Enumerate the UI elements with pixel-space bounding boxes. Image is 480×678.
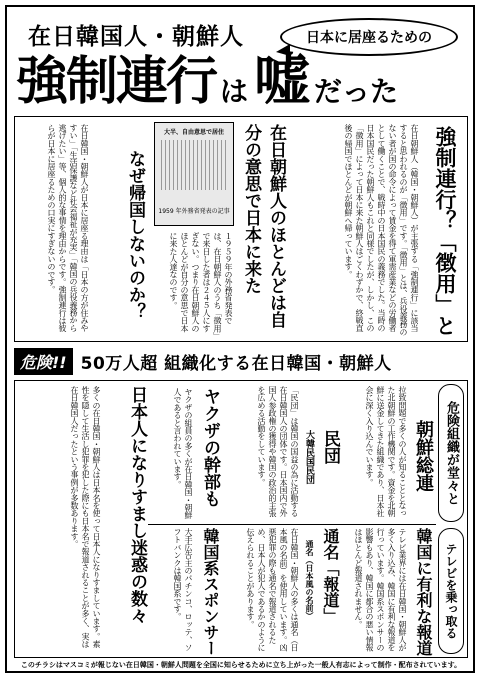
yakuza-heading: ヤクザの幹部も: [200, 388, 220, 507]
danger-label: 危険!!: [14, 348, 73, 375]
mindan-body: 「民団」は韓国の国益の為に活動する在日韓国人の団体です。日本国内で外国人参政権の獲得や韓国の政治的主張を広める活動をしています。: [257, 386, 299, 517]
soren-body: 拉致問題で多くの人が知ることとなった北朝鮮の工作機関です。資金を北朝鮮に送金してきた組織であり、日本社会に深く入り込んでいます。: [365, 386, 407, 517]
why-not-return-heading: なぜ帰国しないのか？: [125, 150, 145, 320]
photo-headline: 大半、自由意思で居住: [163, 129, 224, 136]
tv-heading: 韓国に有利な報道: [414, 528, 433, 656]
impersonate-heading: 日本人になりすまし迷惑の数々: [127, 386, 147, 624]
title-particle: は: [220, 75, 249, 108]
title-forced-labor: 強制連行: [16, 52, 217, 112]
side-label: 危険組織が堂々と: [438, 384, 464, 522]
tv-label: テレビを乗っ取る: [438, 528, 464, 654]
photo-caption: 1959 年外務省発表の記事: [158, 208, 230, 215]
sponsor-heading: 韓国系スポンサー: [201, 528, 220, 656]
newspaper-photo: [154, 122, 234, 226]
forced-labor-body: 在日朝鮮人（韓国・朝鮮人）が主張する「強制連行」に該当すると思われるのが「徴用」です。「徴用」とは、兵役義務のない者が国の命令によって賃金を得て軍需産業などの労働者として働くことで、戦時中の日本国民の義務でした。当時の日本国民だった朝鮮人もこれと同様でしたが、しかし、この「徴用」によって日本に来た朝鮮人はごくわずかで、終戦直後の帰国でほとんどが朝鮮へ帰っています。: [344, 124, 419, 336]
forced-labor-heading: 強制連行？「徴用」と: [433, 126, 457, 336]
yakuza-body: ヤクザの組員の多くが在日韓国・朝鮮人であると言われています。: [173, 388, 193, 519]
photo-text-block: [161, 140, 227, 190]
alias-heading: 通名「報道」: [321, 528, 340, 624]
own-will-body: １９５９年の外務省発表では、在日朝鮮人のうち「徴用」で来日した者は２４５人にすぎない。つまり在日朝鮮人のほとんどが自分の意思で日本に来た人達なのです。: [169, 232, 233, 336]
mindan-subheading: 大韓民国民団: [304, 430, 314, 484]
subject-heading: 在日韓国人・朝鮮人: [28, 24, 244, 50]
danger-banner: [14, 346, 468, 376]
tv-body: テレビ業界には在日韓国・朝鮮人が多く入り込み、韓国に有利な報道を行っています。韓国系スポンサーの影響もあり、韓国に都合の悪い情報はほとんど報道されません。: [354, 528, 407, 652]
banner-text: 50万人超 組織化する在日韓国・朝鮮人: [80, 353, 392, 374]
main-title: [16, 50, 398, 112]
sponsor-body: 大手広告主のパチンコ、ロッテ、ソフトバンクは韓国系です。: [173, 528, 193, 652]
own-will-heading: 在日朝鮮人のほとんどは自分の意思で日本に来た: [241, 124, 286, 328]
why-not-return-body: 在日韓国・朝鮮人が日本に居座る理由は「日本の方が住みやすい」「生活保護など社会福祉が充実」「韓国の兵役義務から逃げたい」等、個人的な事情を理由からです。強制連行は彼らが日本に居座るための口実にすぎないのです。: [47, 124, 89, 332]
alias-body: 在日韓国・朝鮮人の多くは通名（日本風の名前）を使用しています。凶悪犯罪の際も通名で報道されるため、日本人が犯人であるかのように伝えられることがあります。: [246, 528, 299, 652]
soren-heading: 朝鮮総連: [413, 420, 434, 492]
bottom-divider: [148, 524, 436, 525]
title-tail: だった: [314, 75, 399, 108]
impersonate-body: 多くの在日韓国・朝鮮人は日本名を使って日本人になりすましています。素性を隠して生活し犯罪を犯した際にも日本名で報道されることが多く、実は在日韓国人だったという事例が多数あります。: [70, 386, 101, 648]
footer-note: このチラシはマスコミが報じない在日韓国・朝鮮人問題を全国に知らせるために立ち上がった一般人有志によって制作・配布されています。: [20, 661, 462, 669]
title-lie: 嘘: [254, 48, 311, 113]
alias-subheading: 通名（日本風の名前）: [305, 540, 314, 620]
bubble-text: 日本に居座るための: [306, 30, 432, 46]
mindan-heading: 民団: [320, 430, 340, 464]
